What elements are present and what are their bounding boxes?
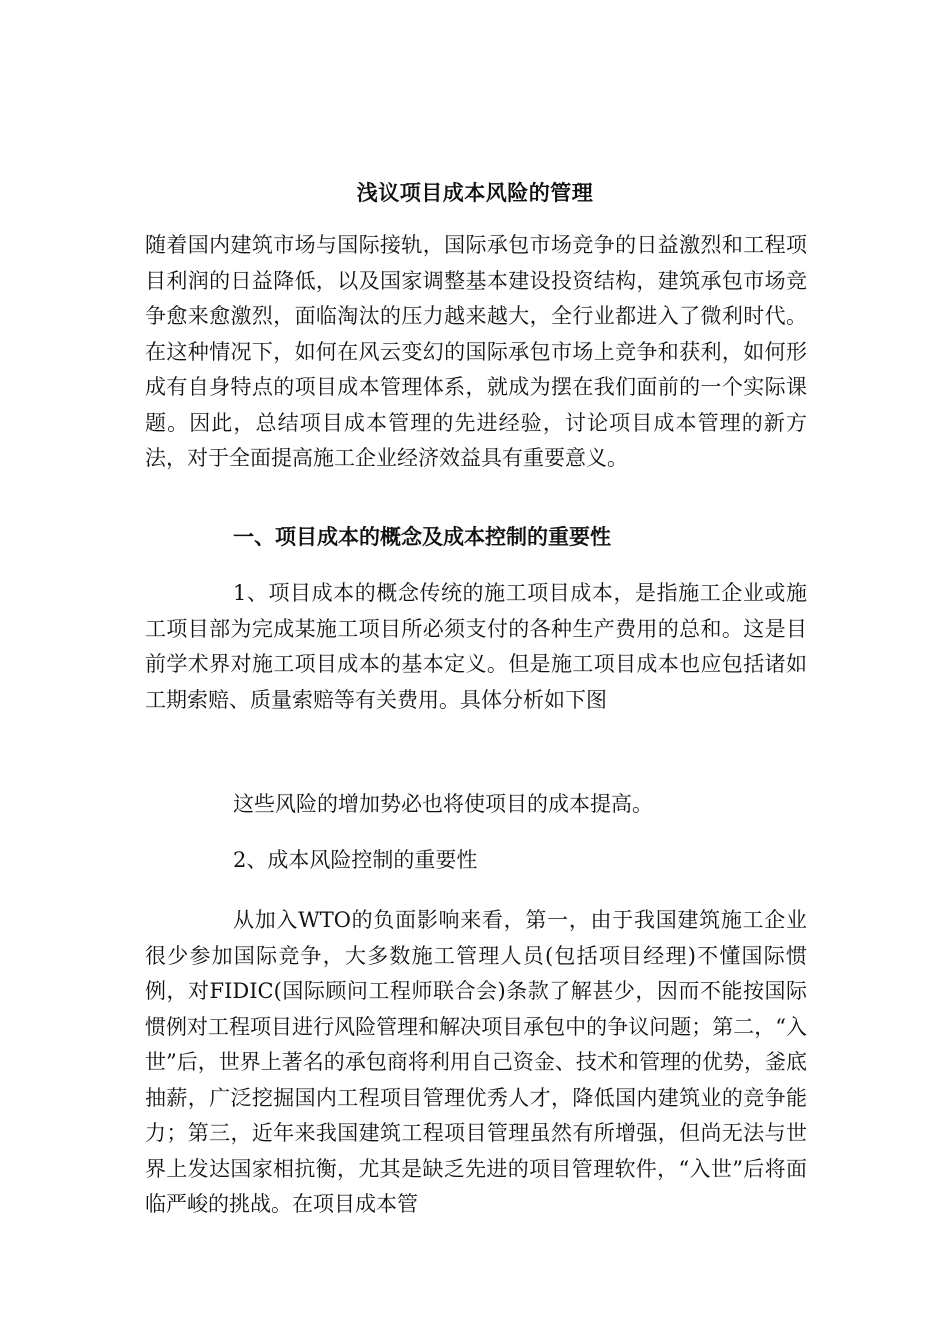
- risk-sentence: 这些风险的增加势必也将使项目的成本提高。: [233, 792, 653, 816]
- concept-paragraph: 1、项目成本的概念传统的施工项目成本，是指施工企业或施工项目部为完成某施工项目所必须支付的各种生产费用的总和。这是目前学术界对施工项目成本的基本定义。但是施工项目成本也应包括诸如工期索赔、质量索赔等有关费用。具体分析如下图: [145, 581, 807, 712]
- section-heading-1: 一、项目成本的概念及成本控制的重要性: [233, 524, 611, 549]
- document-title: 浅议项目成本风险的管理: [356, 180, 594, 205]
- intro-paragraph: 随着国内建筑市场与国际接轨，国际承包市场竞争的日益激烈和工程项目利润的日益降低，以及国家调整基本建设投资结构，建筑承包市场竞争愈来愈激烈，面临淘汰的压力越来越大，全行业都进入了微利时代。在这种情况下，如何在风云变幻的国际承包市场上竞争和获利，如何形成有自身特点的项目成本管理体系，就成为摆在我们面前的一个实际课题。因此，总结项目成本管理的先进经验，讨论项目成本管理的新方法，对于全面提高施工企业经济效益具有重要意义。: [145, 233, 807, 470]
- wto-impact-paragraph: 从加入WTO的负面影响来看，第一，由于我国建筑施工企业很少参加国际竞争，大多数施工管理人员(包括项目经理)不懂国际惯例，对FIDIC(国际顾问工程师联合会)条款了解甚少，因而不能按国际惯例对工程项目进行风险管理和解决项目承包中的争议问题；第二，“入世”后，世界上著名的承包商将利用自己资金、技术和管理的优势，釜底抽薪，广泛挖掘国内工程项目管理优秀人才，降低国内建筑业的竞争能力；第三，近年来我国建筑工程项目管理虽然有所增强，但尚无法与世界上发达国家相抗衡，尤其是缺乏先进的项目管理软件，“入世”后将面临严峻的挑战。在项目成本管: [145, 908, 807, 1216]
- subsection-heading-2: 2、成本风险控制的重要性: [233, 848, 478, 872]
